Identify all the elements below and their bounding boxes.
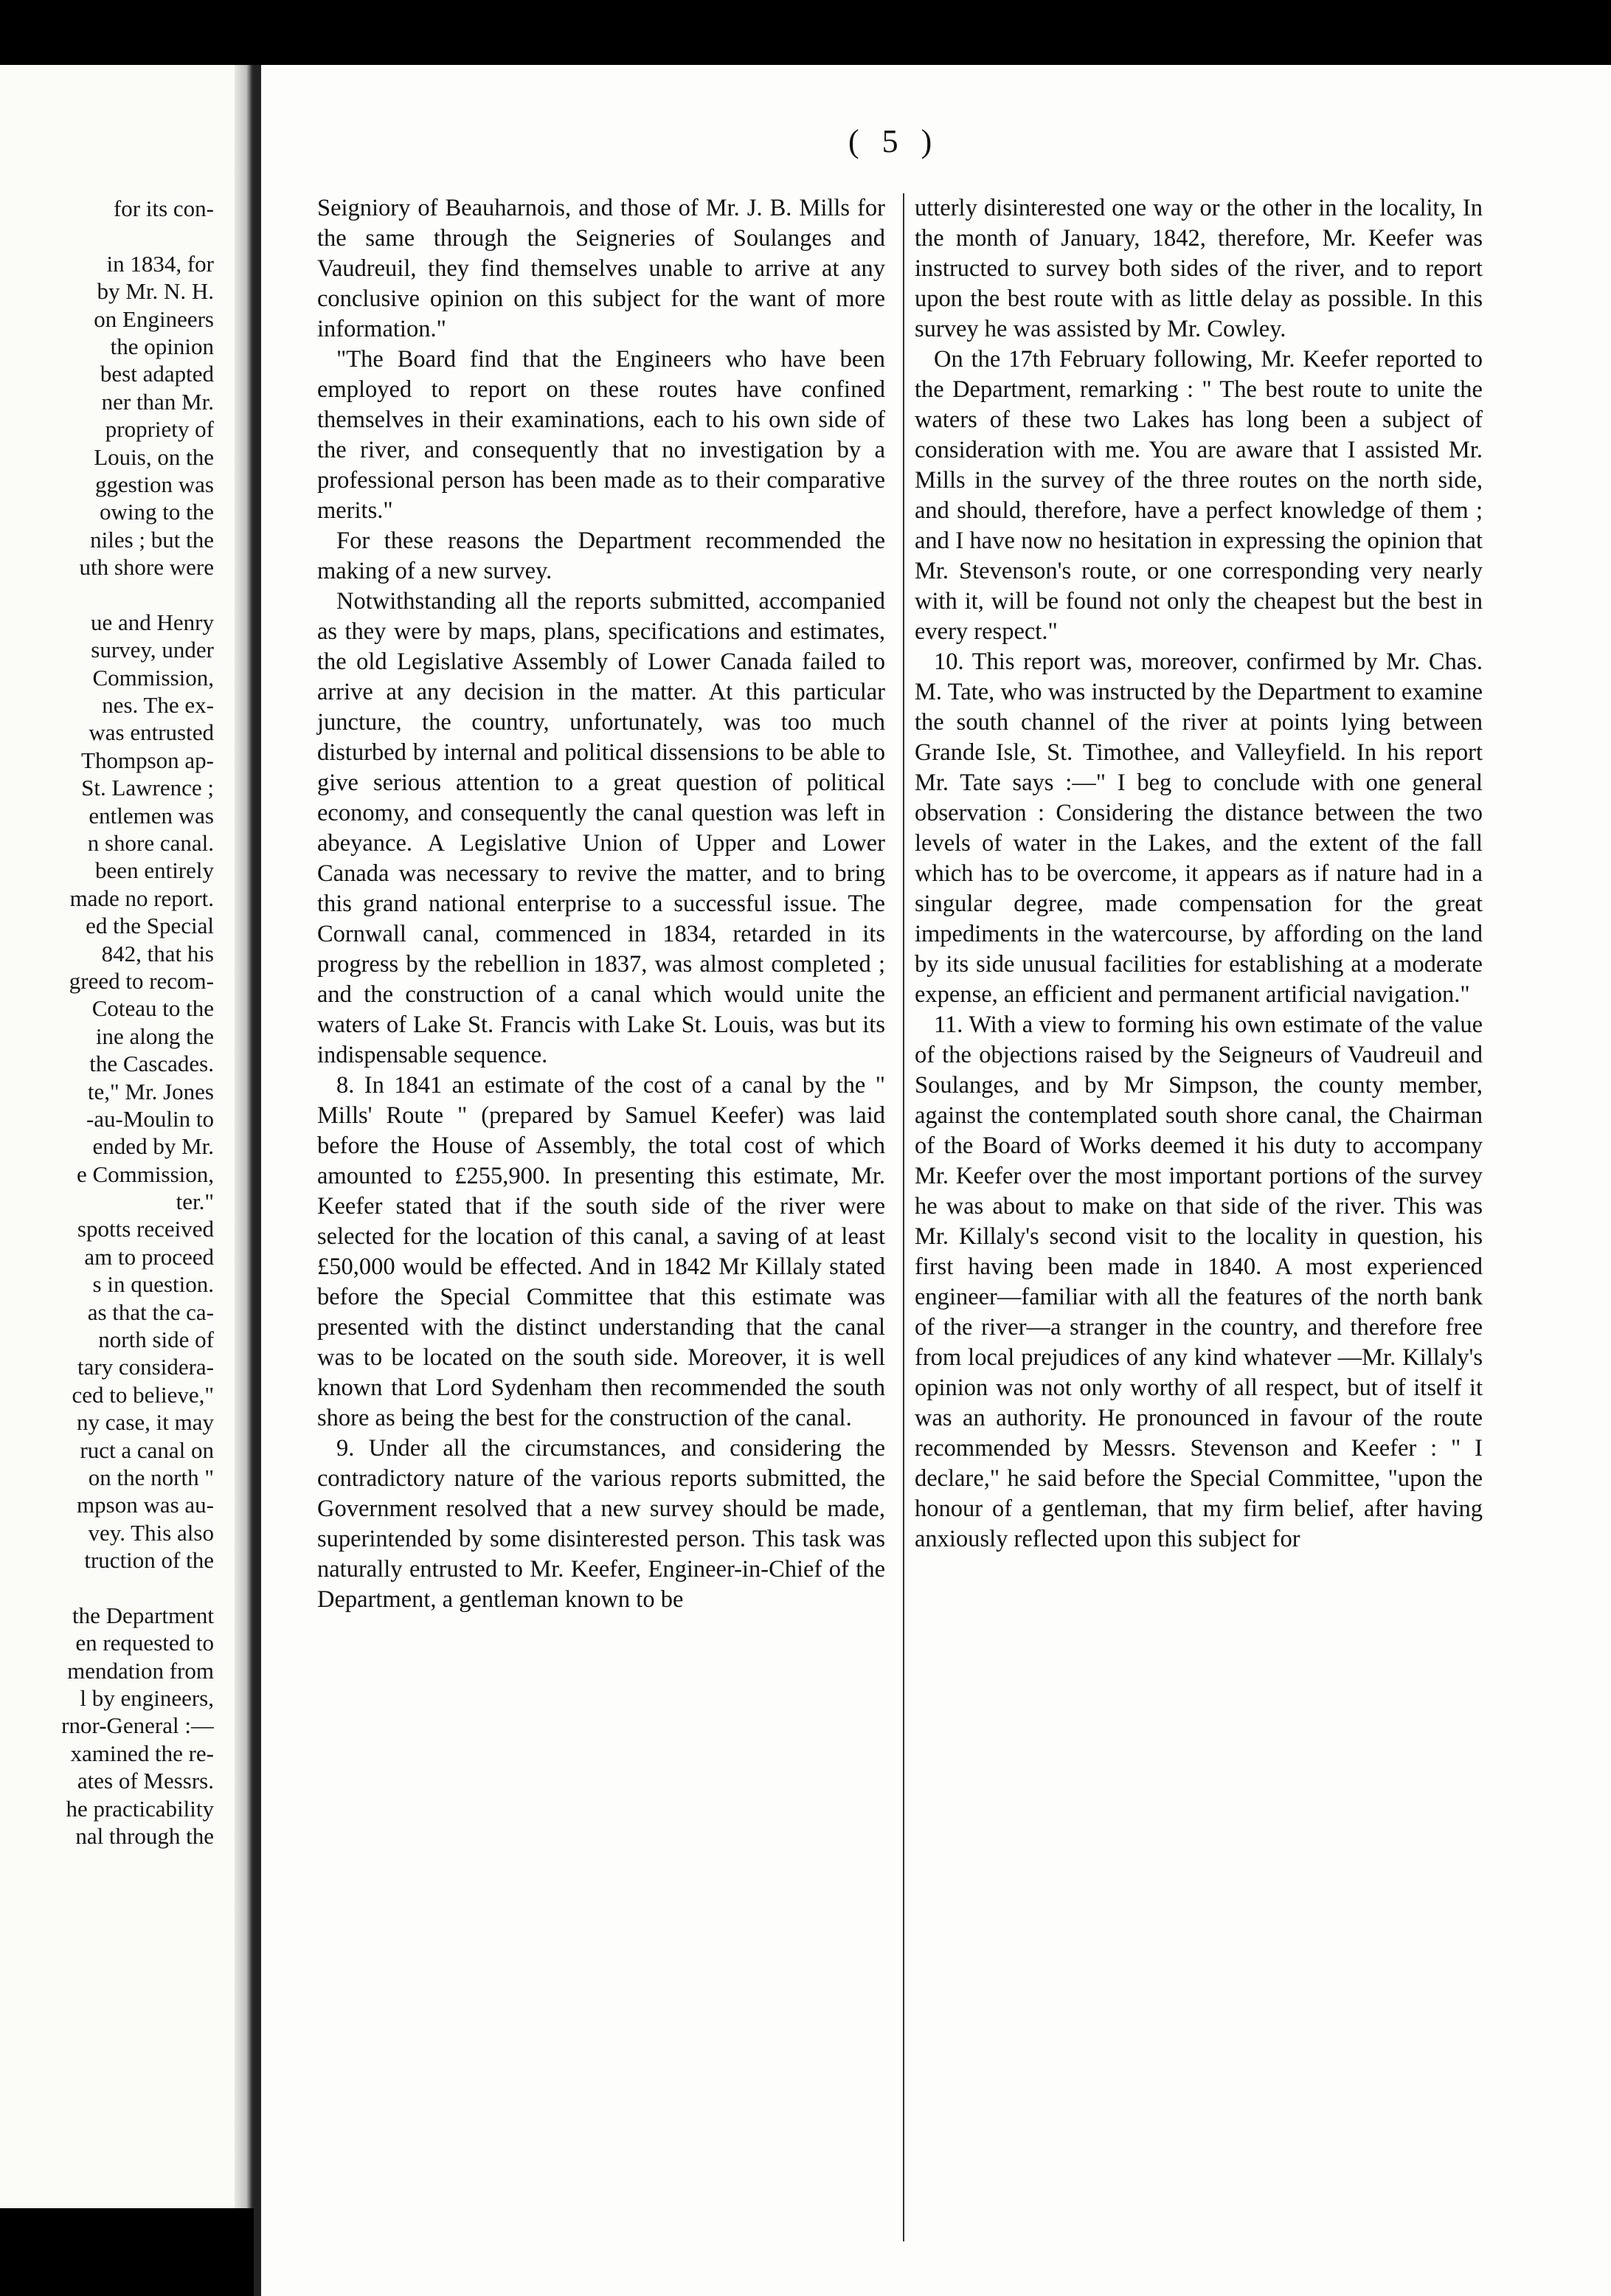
left-fragment-line: vey. This also <box>88 1519 214 1546</box>
left-fragment-line: spotts received <box>77 1216 214 1242</box>
left-fragment-line <box>0 581 214 608</box>
left-fragment-line: best adapted <box>100 361 214 387</box>
left-fragment-line: in 1834, for <box>106 250 214 277</box>
text-column-1 <box>317 193 885 1615</box>
left-fragment-line: been entirely <box>95 857 214 884</box>
left-fragment-line: was entrusted <box>89 719 214 746</box>
left-fragment-line: the Cascades. <box>89 1051 214 1077</box>
paragraph: 8. In 1841 an estimate of the cost of a canal by the " Mills' Route " (prepared by Samuel Keefer) was laid before the House of Assembly, the total cost of which amounted to £255,900. In presenting this estimate, Mr. Keefer stated that if the south side of the river were selected for the location of this canal, a saving of at least £50,000 would be effected. And in 1842 Mr Killaly stated before the Special Committee that this estimate was presented with the distinct understanding that the canal was to be located on the south side. Moreover, it is well known that Lord Sydenham then recommended the south shore as being the best for the construction of the canal. <box>317 1072 885 1431</box>
left-fragment-line: niles ; but the <box>90 526 214 553</box>
left-fragment-line: ny case, it may <box>77 1409 214 1436</box>
left-fragment-line: for its con- <box>113 196 214 221</box>
left-fragment-line: made no report. <box>69 885 214 911</box>
left-fragment-line: greed to recom- <box>69 967 214 994</box>
page-number: ( 5 ) <box>848 123 940 159</box>
left-fragment-line: en requested to <box>75 1630 214 1656</box>
left-fragment-line: Commission, <box>92 664 214 691</box>
text-column-2 <box>915 193 1483 1555</box>
paragraph: "The Board find that the Engineers who have been employed to report on these routes have confined themselves in their examinations, each to his own side of the river, and consequently that no investigation by a professional person has been made as to their comparative merits." <box>317 346 885 524</box>
left-fragment-line: am to proceed <box>84 1243 214 1270</box>
left-fragment-line: n shore canal. <box>87 829 214 856</box>
left-fragment-line: mendation from <box>67 1657 214 1684</box>
left-fragment-line: te," Mr. Jones <box>87 1078 214 1104</box>
left-fragment-line: ine along the <box>95 1023 214 1049</box>
left-fragment-line: truction of the <box>84 1547 214 1574</box>
page-edge <box>254 65 261 2296</box>
left-fragment-line: ner than Mr. <box>101 388 214 415</box>
left-fragment-line: mpson was au- <box>77 1492 214 1518</box>
left-fragment-line: 842, that his <box>101 940 214 967</box>
left-fragment-line: nes. The ex- <box>102 692 214 719</box>
left-fragment-line: rnor-General :— <box>61 1712 214 1739</box>
left-fragment-line: the Department <box>72 1602 214 1628</box>
left-fragment-line: survey, under <box>91 637 214 663</box>
left-fragment-line: ue and Henry <box>91 609 214 635</box>
left-fragment-line: as that the ca- <box>87 1299 214 1325</box>
left-fragment-line: xamined the re- <box>70 1740 214 1766</box>
left-fragment-line: entlemen was <box>89 802 214 829</box>
left-fragment-line: ates of Messrs. <box>77 1768 214 1794</box>
paragraph: For these reasons the Department recommended the making of a new survey. <box>317 528 885 584</box>
left-fragment-line: ruct a canal on <box>80 1436 214 1463</box>
left-fragment-line: he practicability <box>66 1795 214 1822</box>
paragraph: On the 17th February following, Mr. Keefer reported to the Department, remarking : " The best route to unite the waters of these two Lakes has long been a subject of consideration with me. You are aware that I assisted Mr. Mills in the survey of the three routes on the north side, and should, therefore, have a perfect knowledge of them ; and I have now no hesitation in expressing the opinion that Mr. Stevenson's route, or one corresponding very nearly with it, will be found not only the cheapest but the best in every respect." <box>915 346 1483 645</box>
paragraph: Seigniory of Beauharnois, and those of Mr. J. B. Mills for the same through the Seigneries of Soulanges and Vaudreuil, they find themselves unable to arrive at any conclusive opinion on this subject for the want of more information." <box>317 195 885 342</box>
left-fragment-line: ced to believe," <box>72 1381 214 1408</box>
left-fragment-line: -au-Moulin to <box>86 1105 214 1132</box>
left-page-fragment <box>0 65 235 2208</box>
left-fragment-line: on Engineers <box>94 305 214 332</box>
left-fragment-line <box>0 222 214 249</box>
left-fragment-line: e Commission, <box>76 1161 214 1187</box>
left-fragment-line: ggestion was <box>94 471 214 497</box>
left-page-text <box>0 195 214 1850</box>
left-fragment-line: ter." <box>176 1189 214 1215</box>
left-fragment-line: Coteau to the <box>91 995 214 1022</box>
paragraph: 9. Under all the circumstances, and considering the contradictory nature of the various reports submitted, the Government resolved that a new survey should be made, superintended by some disinterested person. This task was naturally entrusted to Mr. Keefer, Engineer-in-Chief of the Department, a gentleman known to be <box>317 1435 885 1613</box>
left-fragment-line: ed the Special <box>86 913 214 939</box>
left-fragment-line: ended by Mr. <box>92 1133 214 1160</box>
left-fragment-line: north side of <box>98 1327 214 1353</box>
left-fragment-line: nal through the <box>75 1823 214 1850</box>
left-fragment-line: tary considera- <box>77 1354 214 1380</box>
paragraph: 11. With a view to forming his own estimate of the value of the objections raised by the Seigneurs of Vaudreuil and Soulanges, and by Mr Simpson, the county member, against the contemplated south shore canal, the Chairman of the Board of Works deemed it his duty to accompany Mr. Keefer over the most important portions of the survey he was about to make on that side of the river. This was Mr. Killaly's second visit to the locality in question, his first having been made in 1840. A most experienced engineer—familiar with all the features of the north bank of the river—a stranger in the country, and therefore free from local prejudices of any kind whatever —Mr. Killaly's opinion was not only worthy of all respect, but of itself it was an authority. He pronounced in favour of the route recommended by Messrs. Stevenson and Keefer : " I declare," he said before the Special Committee, "upon the honour of a gentleman, that my firm belief, after having anxiously reflected upon this subject for <box>915 1012 1483 1552</box>
paragraph: Notwithstanding all the reports submitted, accompanied as they were by maps, plans, specifications and estimates, the old Legislative Assembly of Lower Canada failed to arrive at any decision in the matter. At this particular juncture, the country, unfortunately, was too much disturbed by internal and political dissensions to be able to give serious attention to a great question of political economy, and consequently the canal question was left in abeyance. A Legislative Union of Upper and Lower Canada was necessary to revive the matter, and to bring this grand national enterprise to a successful issue. The Cornwall canal, commenced in 1834, retarded in its progress by the rebellion in 1837, was almost completed ; and the construction of a canal which would unite the waters of Lake St. Francis with Lake St. Louis, was but its indispensable sequence. <box>317 588 885 1068</box>
paragraph: utterly disinterested one way or the other in the locality, In the month of January, 1842, therefore, Mr. Keefer was instructed to survey both sides of the river, and to report upon the best route with as little delay as possible. In this survey he was assisted by Mr. Cowley. <box>915 195 1483 342</box>
left-fragment-line: St. Lawrence ; <box>81 775 214 801</box>
column-divider <box>903 193 904 2241</box>
left-fragment-line: propriety of <box>105 416 214 443</box>
left-fragment-line: s in question. <box>92 1271 214 1298</box>
left-fragment-line: by Mr. N. H. <box>97 278 214 305</box>
left-fragment-line <box>0 1574 214 1602</box>
paragraph: 10. This report was, moreover, confirmed by Mr. Chas. M. Tate, who was instructed by the Department to examine the south channel of the river at points lying between Grande Isle, St. Timothee, and Valleyfield. In his report Mr. Tate says :—" I beg to conclude with one general observation : Considering the distance between the two levels of water in the Lakes, and the extent of the fall which has to be overcome, it appears as if nature had in a singular degree, made compensation for the great impediments in the watercourse, by affording on the land by its side unusual facilities for establishing at a moderate expense, an efficient and permanent artificial navigation." <box>915 649 1483 1008</box>
left-fragment-line: uth shore were <box>79 554 214 581</box>
left-fragment-line: Thompson ap- <box>81 747 214 773</box>
left-fragment-line: Louis, on the <box>94 443 214 470</box>
left-fragment-line: owing to the <box>100 499 214 525</box>
left-fragment-line: on the north " <box>88 1464 214 1490</box>
left-fragment-line: l by engineers, <box>80 1685 214 1712</box>
left-fragment-line: the opinion <box>110 333 214 359</box>
